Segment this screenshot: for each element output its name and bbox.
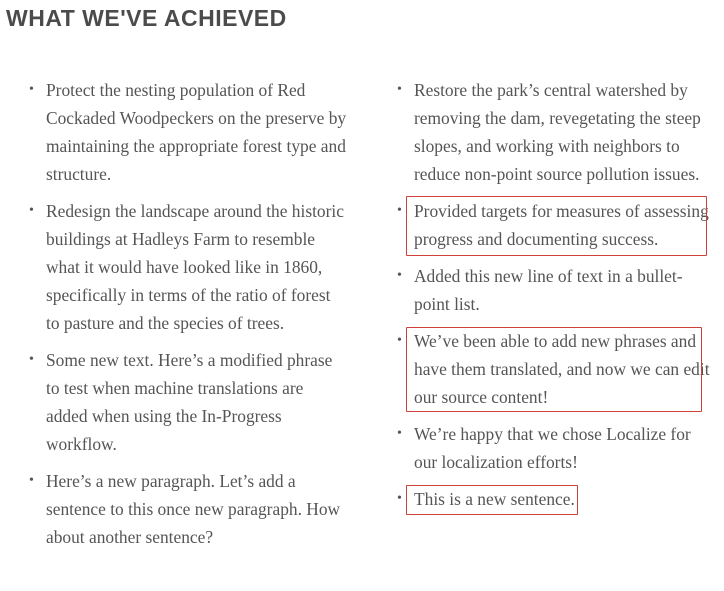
bullet-icon: • (29, 203, 34, 218)
bullet-icon: • (397, 82, 402, 97)
list-item-text[interactable]: We’ve been able to add new phrases and have them translated, and now we can edit our source content! (414, 331, 710, 407)
bullet-icon: • (397, 333, 402, 348)
list-item-text: Added this new line of text in a bullet-point list. (414, 266, 683, 314)
bullet-icon: • (29, 352, 34, 367)
section-title: WHAT WE'VE ACHIEVED (6, 5, 287, 31)
list-item (396, 327, 711, 411)
list-item (396, 197, 711, 253)
list-item (28, 197, 348, 337)
bullet-icon: • (397, 203, 402, 218)
achievements-list-left (28, 76, 348, 560)
list-item (396, 76, 711, 188)
list-item-text[interactable]: Provided targets for measures of assessing progress and documenting success. (414, 201, 709, 249)
list-item-text: Redesign the landscape around the historic buildings at Hadleys Farm to resemble what it would have looked like in 1860, specifically in terms of the ratio of forest to pasture and the species of trees. (46, 201, 344, 333)
list-item-text: Here’s a new paragraph. Let’s add a sentence to this once new paragraph. How about another sentence? (46, 471, 341, 547)
bullet-icon: • (397, 426, 402, 441)
list-item (28, 467, 348, 551)
list-item-text: We’re happy that we chose Localize for our localization efforts! (414, 424, 691, 472)
list-item-text[interactable]: This is a new sentence. (414, 489, 575, 509)
list-item-text: Restore the park’s central watershed by removing the dam, revegetating the steep slopes, and working with neighbors to reduce non-point source pollution issues. (414, 80, 701, 184)
list-item (396, 262, 711, 318)
list-item (28, 76, 348, 188)
list-item-text: Some new text. Here’s a modified phrase to test when machine translations are added when using the In-Progress workflow. (46, 350, 333, 454)
list-item-text: Protect the nesting population of Red Cockaded Woodpeckers on the preserve by maintaining the appropriate forest type and structure. (46, 80, 347, 184)
list-item (396, 420, 711, 476)
list-item (28, 346, 348, 458)
bullet-icon: • (397, 491, 402, 506)
bullet-icon: • (397, 268, 402, 283)
list-item (396, 485, 711, 513)
bullet-icon: • (29, 473, 34, 488)
bullet-icon: • (29, 82, 34, 97)
achievements-list-right (396, 76, 711, 522)
